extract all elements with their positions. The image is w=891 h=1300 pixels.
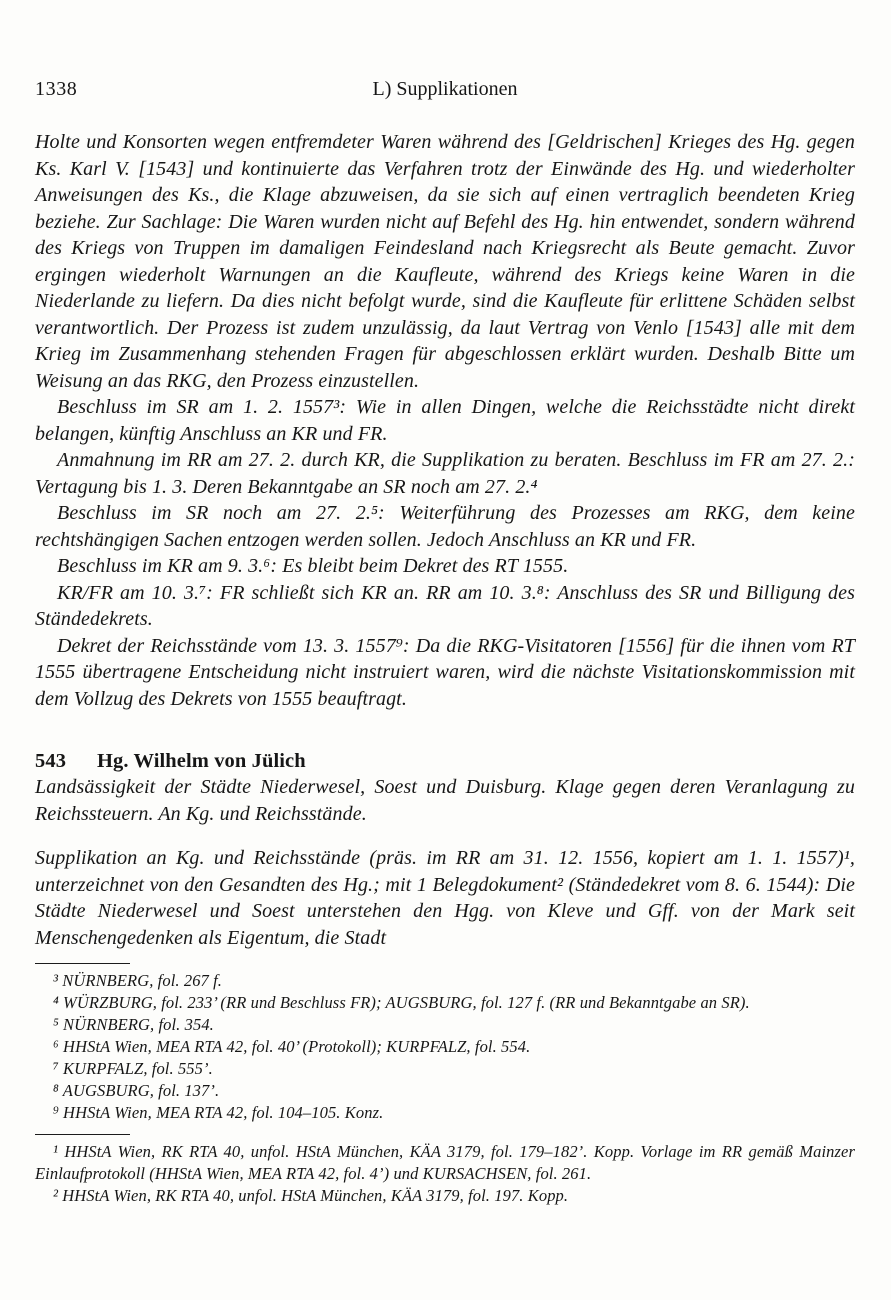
running-title: L) Supplikationen xyxy=(372,78,518,100)
footnote-6: ⁶ HHStA Wien, MEA RTA 42, fol. 40’ (Protokoll); KURPFALZ, fol. 554. xyxy=(53,1037,531,1056)
footnote-rule xyxy=(35,963,130,964)
footnote-4: ⁴ WÜRZBURG, fol. 233’ (RR und Beschluss FR); AUGSBURG, fol. 127 f. (RR und Bekanntgabe an SR). xyxy=(53,993,750,1012)
footnote-1: ¹ HHStA Wien, RK RTA 40, unfol. HStA München, KÄA 3179, fol. 179–182’. Kopp. Vorlage im RR gemäß Mainzer Einlaufprotokoll (HHStA Wien, MEA RTA 42, fol. 4’) und KURSACHSEN, fol. 261. xyxy=(35,1142,855,1183)
footnote-5: ⁵ NÜRNBERG, fol. 354. xyxy=(53,1015,214,1034)
footnote-7: ⁷ KURPFALZ, fol. 555’. xyxy=(53,1059,213,1078)
page-number: 1338 xyxy=(35,78,78,100)
footnotes-block-1 xyxy=(35,963,855,1124)
paragraph-beschluss-kr: Beschluss im KR am 9. 3.⁶: Es bleibt beim Dekret des RT 1555. xyxy=(57,555,569,577)
section-abstract: Landsässigkeit der Städte Niederwesel, Soest und Duisburg. Klage gegen deren Veranlagung zu Reichssteuern. An Kg. und Reichsstände. xyxy=(35,776,855,825)
section-number: 543 xyxy=(35,750,67,772)
section-heading xyxy=(35,748,855,774)
page-header xyxy=(35,78,855,102)
paragraph-anmahnung-rr: Anmahnung im RR am 27. 2. durch KR, die Supplikation zu beraten. Beschluss im FR am 27. 2.: Vertagung bis 1. 3. Deren Bekanntgabe an SR noch am 27. 2.⁴ xyxy=(35,449,855,498)
paragraph-dekret: Dekret der Reichsstände vom 13. 3. 1557⁹: Da die RKG-Visitatoren [1556] für die ihnen vom RT 1555 übertragene Entscheidung nicht instruiert waren, wird die nächste Visitationskommission mit dem Vollzug des Dekrets von 1555 beauftragt. xyxy=(35,634,855,710)
footnotes-block-2 xyxy=(35,1134,855,1207)
paragraph-beschluss-sr-2: Beschluss im SR noch am 27. 2.⁵: Weiterführung des Prozesses am RKG, dem keine rechtshängigen Sachen entzogen werden sollen. Jedoch Anschluss an KR und FR. xyxy=(35,502,855,551)
footnote-9: ⁹ HHStA Wien, MEA RTA 42, fol. 104–105. Konz. xyxy=(53,1103,384,1122)
paragraph-beschluss-sr: Beschluss im SR am 1. 2. 1557³: Wie in allen Dingen, welche die Reichsstädte nicht direkt belangen, künftig Anschluss an KR und FR. xyxy=(35,396,855,445)
footnote-rule xyxy=(35,1134,130,1135)
footnote-2: ² HHStA Wien, RK RTA 40, unfol. HStA München, KÄA 3179, fol. 197. Kopp. xyxy=(53,1186,569,1205)
paragraph-supplication: Supplikation an Kg. und Reichsstände (präs. im RR am 31. 12. 1556, kopiert am 1. 1. 1557)¹, unterzeichnet von den Gesandten des Hg.; mit 1 Belegdokument² (Ständedekret vom 8. 6. 1544): Die Städte Niederwesel und Soest unterstehen den Hgg. von Kleve und Gff. von der Mark seit Menschengedenken als Eigentum, die Stadt xyxy=(35,847,855,949)
paragraph-kr-fr: KR/FR am 10. 3.⁷: FR schließt sich KR an. RR am 10. 3.⁸: Anschluss des SR und Billigung des Ständedekrets. xyxy=(35,581,855,630)
paragraph-continuation: Holte und Konsorten wegen entfremdeter Waren während des [Geldrischen] Krieges des Hg. gegen Ks. Karl V. [1543] und kontinuierte das Verfahren trotz der Einwände des Hg. und wiederholter Anweisungen des Ks., die Klage abzuweisen, da sie sich auf einen vertraglich beendeten Krieg beziehe. Zur Sachlage: Die Waren wurden nicht auf Befehl des Hg. hin entwendet, sondern während des Kriegs von Truppen im damaligen Feindesland nach Kriegsrecht als Beute gemacht. Zuvor ergingen wiederholt Warnungen an die Kaufleute, während des Kriegs keine Waren in die Niederlande zu liefern. Da dies nicht befolgt wurde, sind die Kaufleute für erlittene Schäden selbst verantwortlich. Der Prozess ist zudem unzulässig, da laut Vertrag von Venlo [1543] alle mit dem Krieg im Zusammenhang stehenden Fragen für abgeschlossen erklärt wurden. Deshalb Bitte um Weisung an das RKG, den Prozess einzustellen. xyxy=(35,131,855,392)
section-title: Hg. Wilhelm von Jülich xyxy=(97,750,306,772)
footnote-3: ³ NÜRNBERG, fol. 267 f. xyxy=(53,971,223,990)
footnote-8: ⁸ AUGSBURG, fol. 137’. xyxy=(53,1081,220,1100)
main-text xyxy=(35,129,855,951)
